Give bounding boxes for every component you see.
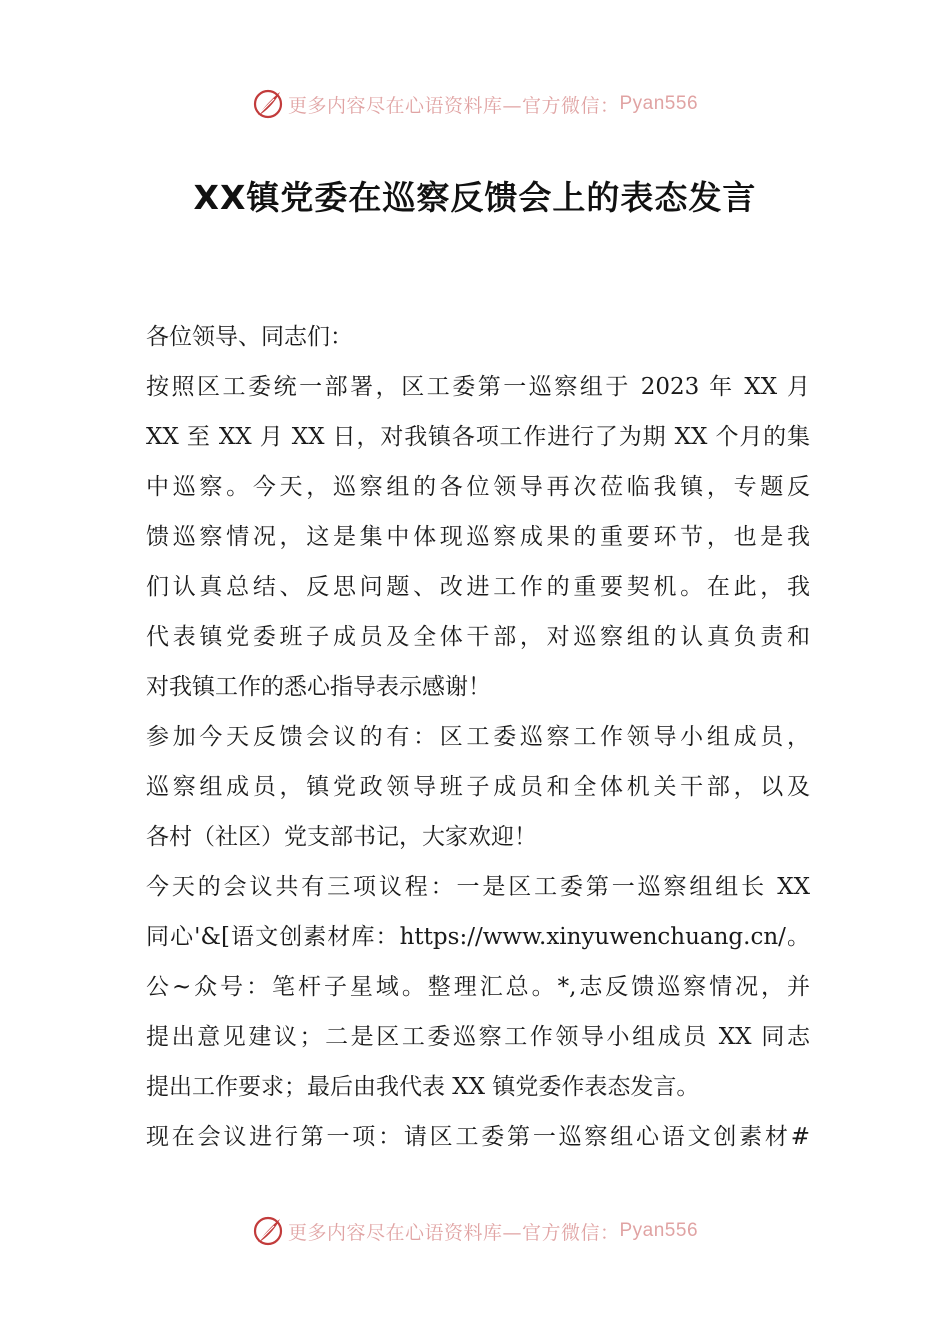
quill-logo-icon [252,1215,284,1247]
document-body [146,312,810,1162]
body-line: 中巡察。今天，巡察组的各位领导再次莅临我镇，专题反 [146,474,810,500]
header-banner [0,84,950,124]
footer-banner-wechat-id: Pyan556 [619,1220,699,1241]
body-line: 提出工作要求；最后由我代表 XX 镇党委作表态发言。 [146,1074,700,1100]
body-line: 馈巡察情况，这是集中体现巡察成果的重要环节，也是我 [146,524,810,550]
body-line: 对我镇工作的悉心指导表示感谢！ [146,674,491,700]
footer-banner-text: 更多内容尽在心语资料库—官方微信： [287,1221,620,1244]
body-line: 同心'&[语文创素材库：https://www.xinyuwenchuang.cn/。 [146,924,810,950]
body-line: 们认真总结、反思问题、改进工作的重要契机。在此，我 [146,574,810,600]
body-line: XX 至 XX 月 XX 日，对我镇各项工作进行了为期 XX 个月的集 [146,424,810,450]
header-banner-wechat-id: Pyan556 [619,93,699,114]
body-line: 按照区工委统一部署，区工委第一巡察组于 2023 年 XX 月 [146,374,810,400]
document-title: XX镇党委在巡察反馈会上的表态发言 [193,178,757,217]
header-banner-text: 更多内容尽在心语资料库—官方微信： [287,94,620,117]
body-line: 今天的会议共有三项议程：一是区工委第一巡察组组长 XX [146,874,810,900]
body-line: 参加今天反馈会议的有：区工委巡察工作领导小组成员， [146,724,810,750]
footer-banner [0,1211,950,1251]
body-line: 公~众号：笔杆子星域。整理汇总。*,志反馈巡察情况，并 [146,974,810,1000]
body-line: 代表镇党委班子成员及全体干部，对巡察组的认真负责和 [146,624,810,650]
body-line: 巡察组成员，镇党政领导班子成员和全体机关干部，以及 [146,774,810,800]
quill-logo-icon [252,88,284,120]
body-line: 各村（社区）党支部书记，大家欢迎！ [146,824,537,850]
body-line: 提出意见建议；二是区工委巡察工作领导小组成员 XX 同志 [146,1024,810,1050]
body-line: 现在会议进行第一项：请区工委第一巡察组心语文创素材# [146,1124,810,1150]
body-line: 各位领导、同志们： [146,324,353,350]
